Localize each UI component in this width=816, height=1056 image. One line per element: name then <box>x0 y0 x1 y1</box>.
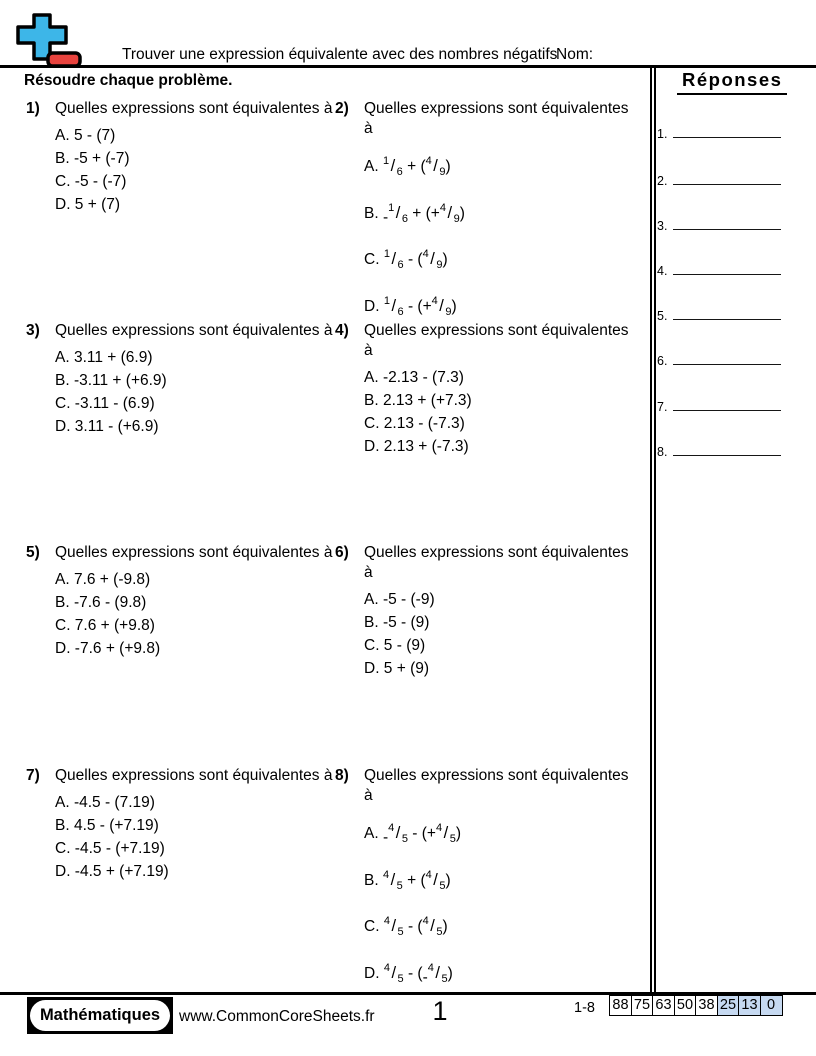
options-list <box>55 791 336 883</box>
problem-1 <box>26 99 336 216</box>
problem-7 <box>26 766 336 883</box>
problem-number: 3) <box>26 322 40 339</box>
answer-number: 8. <box>657 445 668 459</box>
answer-row-5 <box>657 306 807 324</box>
problem-3 <box>26 321 336 438</box>
option-d: D. -7.6 + (+9.8) <box>55 640 161 657</box>
options-list <box>55 346 336 438</box>
problem-5 <box>26 543 336 660</box>
score-cell: 38 <box>695 995 718 1016</box>
option-d: D. $^4$/ $_5$ - (-$^4$/ $_5$) <box>364 961 453 986</box>
fraction: $^4$/ $_5$ <box>425 868 446 892</box>
fraction: $^4$/ $_9$ <box>439 201 460 225</box>
option-c: C. -3.11 - (6.9) <box>55 395 155 412</box>
problem-question <box>55 766 332 786</box>
negative-sign: - <box>382 829 389 846</box>
options-list <box>364 144 645 330</box>
option-b: B. $^4$/ $_5$ + ($^4$/ $_5$) <box>364 868 451 892</box>
brand-logo <box>27 997 173 1034</box>
answers-panel-divider <box>650 68 656 993</box>
fraction: $^4$/ $_9$ <box>431 294 452 318</box>
answer-blank-line <box>673 306 781 320</box>
problem-number: 4) <box>335 322 349 339</box>
brand-label: Mathématiques <box>30 1000 170 1031</box>
question-line: Quelles expressions sont équivalentes à <box>55 544 333 561</box>
name-label: Nom: <box>556 46 594 63</box>
options-list <box>364 366 645 458</box>
option-b: B. -5 + (-7) <box>55 150 130 167</box>
option-c: C. $^4$/ $_5$ - ($^4$/ $_5$) <box>364 915 448 938</box>
option-b: B. -3.11 + (+6.9) <box>55 372 167 389</box>
question-line: Quelles expressions sont équivalentes à <box>55 767 333 784</box>
website-text: www.CommonCoreSheets.fr <box>179 1008 375 1025</box>
score-cell: 25 <box>717 995 740 1016</box>
question-line: Quelles expressions sont équivalentes à <box>55 322 333 339</box>
problem-2 <box>335 99 645 330</box>
problem-4 <box>335 321 645 458</box>
option-d: D. $^1$/ $_6$ - (+$^4$/ $_9$) <box>364 294 457 318</box>
score-cell: 63 <box>652 995 675 1016</box>
fraction: $^4$/ $_5$ <box>383 961 404 985</box>
problem-number: 6) <box>335 544 349 561</box>
problem-number: 2) <box>335 100 349 117</box>
problem-question <box>55 99 332 119</box>
option-d: D. 2.13 + (-7.3) <box>364 438 469 455</box>
score-cell: 0 <box>760 995 783 1016</box>
fraction: $^4$/ $_5$ <box>422 915 443 938</box>
options-list <box>364 811 645 997</box>
option-b: B. 2.13 + (+7.3) <box>364 392 472 409</box>
option-c: C. -5 - (-7) <box>55 173 127 190</box>
answer-blank-line <box>673 124 781 138</box>
fraction: $^1$/ $_6$ <box>388 201 408 225</box>
score-cell: 13 <box>738 995 761 1016</box>
answer-number: 1. <box>657 127 668 141</box>
answer-row-4 <box>657 261 807 279</box>
option-a: A. 5 - (7) <box>55 127 116 144</box>
problem-question <box>364 321 629 361</box>
answer-blank-line <box>673 442 781 456</box>
fraction: $^4$/ $_5$ <box>388 822 408 845</box>
answer-number: 4. <box>657 264 668 278</box>
option-b: B. -7.6 - (9.8) <box>55 594 147 611</box>
option-d: D. 5 + (7) <box>55 196 121 213</box>
question-line: à <box>364 342 373 359</box>
options-list <box>55 124 336 216</box>
question-line: à <box>364 120 373 137</box>
answer-blank-line <box>673 171 781 185</box>
option-a: A. -2.13 - (7.3) <box>364 369 464 386</box>
problem-question <box>364 99 629 139</box>
question-line: Quelles expressions sont équivalentes <box>364 544 629 561</box>
problem-6 <box>335 543 645 680</box>
problem-number: 1) <box>26 100 40 117</box>
score-table <box>609 995 783 1016</box>
fraction: $^4$/ $_9$ <box>425 155 446 178</box>
problem-number: 8) <box>335 767 349 784</box>
page-title: Trouver une expression équivalente avec des nombres négatifs <box>122 46 558 63</box>
problem-8 <box>335 766 645 997</box>
score-cell: 88 <box>609 995 632 1016</box>
header-divider <box>0 65 816 68</box>
option-b: B. 4.5 - (+7.19) <box>55 817 159 834</box>
answer-row-7 <box>657 397 807 415</box>
option-d: D. -4.5 + (+7.19) <box>55 863 169 880</box>
option-a: A. -$^4$/ $_5$ - (+$^4$/ $_5$) <box>364 822 461 846</box>
option-c: C. 5 - (9) <box>364 637 426 654</box>
answer-number: 6. <box>657 354 668 368</box>
option-d: D. 3.11 - (+6.9) <box>55 418 159 435</box>
option-d: D. 5 + (9) <box>364 660 430 677</box>
option-a: A. -5 - (-9) <box>364 591 435 608</box>
option-a: A. 3.11 + (6.9) <box>55 349 153 366</box>
page-number: 1 <box>432 996 448 1026</box>
question-line: Quelles expressions sont équivalentes <box>364 767 629 784</box>
answer-blank-line <box>673 397 781 411</box>
option-a: A. $^1$/ $_6$ + ($^4$/ $_9$) <box>364 155 451 178</box>
score-cell: 50 <box>674 995 697 1016</box>
answer-row-2 <box>657 171 807 189</box>
option-c: C. 2.13 - (-7.3) <box>364 415 465 432</box>
fraction: $^4$/ $_5$ <box>427 961 448 985</box>
instruction-text: Résoudre chaque problème. <box>24 72 233 89</box>
option-b: B. -5 - (9) <box>364 614 430 631</box>
fraction: $^4$/ $_9$ <box>422 248 443 271</box>
answer-number: 7. <box>657 400 668 414</box>
answer-number: 2. <box>657 174 668 188</box>
answer-blank-line <box>673 351 781 365</box>
question-line: Quelles expressions sont équivalentes <box>364 100 629 117</box>
question-line: à <box>364 564 373 581</box>
negative-sign: - <box>422 968 428 986</box>
option-c: C. -4.5 - (+7.19) <box>55 840 165 857</box>
answer-row-8 <box>657 442 807 460</box>
answer-row-3 <box>657 216 807 234</box>
problem-question <box>364 766 629 806</box>
fraction: $^4$/ $_5$ <box>383 915 404 938</box>
question-line: à <box>364 787 373 804</box>
problem-question <box>55 543 332 563</box>
option-c: C. $^1$/ $_6$ - ($^4$/ $_9$) <box>364 248 448 271</box>
problem-question <box>364 543 629 583</box>
answer-number: 3. <box>657 219 668 233</box>
option-b: B. -$^1$/ $_6$ + (+$^4$/ $_9$) <box>364 201 465 226</box>
answer-number: 5. <box>657 309 668 323</box>
negative-sign: - <box>382 208 389 226</box>
options-list <box>364 588 645 680</box>
score-range-label: 1-8 <box>574 1000 595 1016</box>
score-cell: 75 <box>631 995 654 1016</box>
problem-number: 7) <box>26 767 40 784</box>
answer-blank-line <box>673 216 781 230</box>
answer-blank-line <box>673 261 781 275</box>
problem-question <box>55 321 332 341</box>
fraction: $^1$/ $_6$ <box>382 155 403 178</box>
options-list <box>55 568 336 660</box>
answers-title: Réponses <box>677 69 787 95</box>
option-c: C. 7.6 + (+9.8) <box>55 617 155 634</box>
answer-row-6 <box>657 351 807 369</box>
fraction: $^1$/ $_6$ <box>383 248 404 271</box>
question-line: Quelles expressions sont équivalentes <box>364 322 629 339</box>
plus-minus-logo-icon <box>16 13 82 69</box>
fraction: $^4$/ $_5$ <box>435 822 456 845</box>
answer-row-1 <box>657 124 807 142</box>
fraction: $^4$/ $_5$ <box>382 868 403 892</box>
fraction: $^1$/ $_6$ <box>383 294 404 318</box>
question-line: Quelles expressions sont équivalentes à <box>55 100 333 117</box>
problem-number: 5) <box>26 544 40 561</box>
option-a: A. 7.6 + (-9.8) <box>55 571 151 588</box>
option-a: A. -4.5 - (7.19) <box>55 794 155 811</box>
